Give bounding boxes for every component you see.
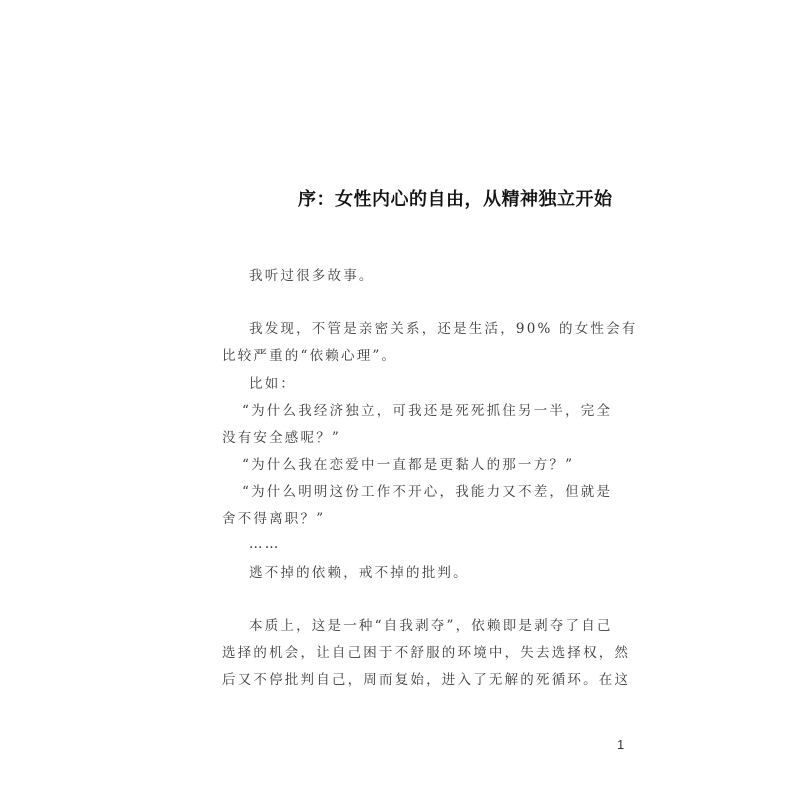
- paragraph-line: 本质上，这是一种“自我剥夺”，依赖即是剥夺了自己: [249, 618, 613, 634]
- paragraph-line: “为什么我在恋爱中一直都是更黏人的那一方？”: [242, 457, 575, 473]
- paragraph-line: 舍不得离职？”: [222, 511, 326, 527]
- paragraph-line: 比较严重的“依赖心理”。: [222, 348, 398, 364]
- paragraph-line: 我听过很多故事。: [249, 268, 375, 284]
- chapter-title: 序：女性内心的自由，从精神独立开始: [298, 189, 613, 210]
- paragraph-line: “为什么我经济独立，可我还是死死抓住另一半，完全: [242, 403, 613, 419]
- paragraph-line: 后又不停批判自己，周而复始，进入了无解的死循环。在这: [222, 672, 631, 688]
- paragraph-line: “为什么明明这份工作不开心，我能力又不差，但就是: [242, 484, 613, 500]
- paragraph-line: 逃不掉的依赖，戒不掉的批判。: [249, 565, 469, 581]
- paragraph-line: 没有安全感呢？”: [222, 430, 342, 446]
- paragraph-line: 我发现，不管是亲密关系，还是生活，90% 的女性会有: [249, 321, 638, 337]
- paragraph-line: 选择的机会，让自己困于不舒服的环境中，失去选择权，然: [222, 645, 631, 661]
- ellipsis-line: ……: [249, 536, 281, 552]
- paragraph-line: 比如：: [249, 376, 297, 392]
- page-number: 1: [617, 737, 625, 752]
